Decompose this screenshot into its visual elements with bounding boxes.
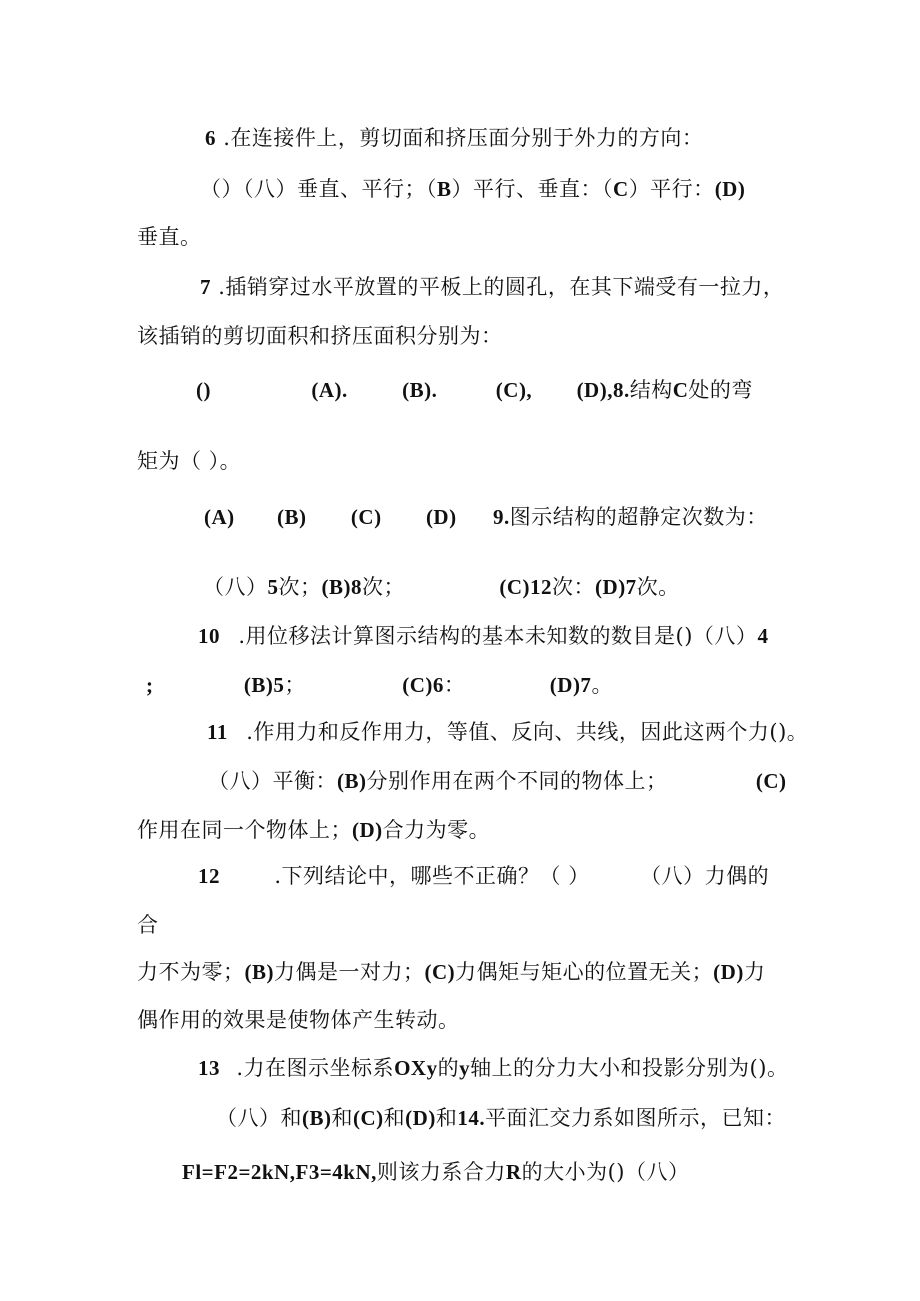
q14-stem-continued: 则该力系合力 (376, 1160, 506, 1184)
q6-line1 (205, 124, 703, 152)
q7-options-line (196, 376, 753, 404)
q6-option-d-label: (D) (714, 177, 746, 201)
q9-option-d-suffix: 次。 (636, 575, 680, 599)
q12-option-d-text: 力 (743, 960, 766, 984)
q8-point-c: C (672, 378, 689, 402)
q13-stem-continued: 轴上的分力大小和投影分别为()。 (470, 1056, 789, 1080)
q12-stem: .下列结论中，哪些不正确？（ ） (274, 864, 590, 888)
q13-number: 13 (198, 1056, 220, 1080)
q9-number: 9. (492, 505, 510, 529)
q10-option-c: (C)6 (402, 673, 444, 697)
q9-stem: 图示结构的超静定次数为： (509, 505, 768, 529)
q12-line4 (137, 1006, 460, 1034)
q10-option-d-suffix: 。 (591, 673, 613, 697)
q11-line1 (207, 718, 808, 746)
q12-option-b-text: 力偶是一对力； (274, 960, 425, 984)
q6-option-b-label: B (437, 177, 452, 201)
q7-paren: () (196, 378, 211, 402)
q13-option-c: (C) (353, 1106, 384, 1130)
q7-option-b: (B). (402, 378, 438, 402)
q14-number: 14. (457, 1106, 486, 1130)
q10-stem: .用位移法计算图示结构的基本未知数的数目是()（八） (238, 624, 758, 648)
q9-option-a-value: 5 (267, 575, 279, 599)
q13-y-axis: y (459, 1056, 471, 1080)
q9-option-c-suffix: 次： (552, 575, 596, 599)
q8-tail: 矩为（ ）。 (137, 449, 242, 473)
q11-option-b-text: 分别作用在两个不同的物体上； (366, 769, 668, 793)
q7-line1 (200, 273, 784, 301)
q6-option-d-text: 垂直。 (137, 225, 202, 249)
q7-stem: .插销穿过水平放置的平板上的圆孔，在其下端受有一拉力， (218, 275, 785, 299)
q9-option-b-suffix: 次； (362, 575, 405, 599)
q10-option-b: (B)5 (243, 673, 285, 697)
q14-line2 (182, 1158, 689, 1186)
q13-and-1: 和 (331, 1106, 353, 1130)
q7-option-c: (C), (495, 378, 533, 402)
q6-line3 (137, 223, 202, 251)
q13-line2 (216, 1104, 786, 1132)
q12-option-c-label: (C) (424, 960, 456, 984)
q14-resultant-r: R (505, 1160, 522, 1184)
q12-option-a-tail: 力不为零； (137, 960, 245, 984)
q12-option-c-text: 力偶矩与矩心的位置无关； (455, 960, 714, 984)
q8-stem: 结构 (629, 378, 673, 402)
q12-line1 (198, 862, 769, 890)
q8-line2 (137, 447, 241, 475)
q13-and-2: 和 (383, 1106, 406, 1130)
q6-line2 (200, 175, 745, 203)
q13-stem-de: 的 (437, 1056, 460, 1080)
q11-option-d-text: 合力为零。 (382, 818, 491, 842)
q12-option-a-continued: 合 (137, 913, 159, 937)
q7-option-a: (A). (311, 378, 348, 402)
q13-option-b: (B) (302, 1106, 332, 1130)
q14-stem: 平面汇交力系如图所示，已知： (485, 1106, 787, 1130)
q9-options-line (203, 573, 680, 601)
q11-line2 (208, 767, 787, 795)
q10-semicolon: ; (146, 673, 154, 697)
q12-line2 (137, 911, 159, 939)
q10-line1 (198, 622, 768, 650)
q13-line1 (198, 1054, 788, 1082)
q11-option-c-label: (C) (755, 769, 787, 793)
q8-options-line (204, 503, 768, 531)
q8-stem-continued: 处的弯 (688, 378, 753, 402)
q11-option-a: （八）平衡： (208, 769, 337, 793)
q11-option-c-text: 作用在同一个物体上； (137, 818, 352, 842)
q13-and-3: 和 (435, 1106, 458, 1130)
q7-stem-continued: 该插销的剪切面积和挤压面积分别为： (137, 324, 503, 348)
q9-option-b: (B)8 (321, 575, 362, 599)
q6-stem: .在连接件上，剪切面和挤压面分别于外力的方向： (223, 126, 704, 150)
q12-option-d-continued: 偶作用的效果是使物体产生转动。 (137, 1008, 460, 1032)
q9-option-d: (D)7 (595, 575, 637, 599)
q9-option-a-prefix: （八） (203, 575, 268, 599)
q14-forces: Fl=F2=2kN,F3=4kN, (182, 1160, 377, 1184)
q7-option-d: (D),8. (576, 378, 630, 402)
q12-option-b-label: (B) (244, 960, 274, 984)
q11-option-b-label: (B) (337, 769, 367, 793)
q11-option-d-label: (D) (352, 818, 383, 842)
q10-option-b-suffix: ； (284, 673, 306, 697)
q9-option-a-suffix: 次； (278, 575, 322, 599)
q11-number: 11 (207, 720, 228, 744)
q10-option-a-value: 4 (757, 624, 769, 648)
q13-option-a: （八）和 (216, 1106, 302, 1130)
q9-option-c: (C)12 (499, 575, 553, 599)
q12-number: 12 (198, 864, 220, 888)
q14-stem-tail: 的大小为()（八） (521, 1160, 690, 1184)
q7-line2 (137, 322, 503, 350)
q13-stem: .力在图示坐标系 (236, 1056, 395, 1080)
q6-option-a: （）（八）垂直、平行；（ (200, 177, 437, 201)
q12-option-a: （八）力偶的 (640, 864, 770, 888)
q6-number: 6 (205, 126, 216, 150)
q11-stem: .作用力和反作用力，等值、反向、共线，因此这两个力()。 (246, 720, 809, 744)
q8-option-b: (B) (277, 505, 307, 529)
q11-line3 (137, 816, 490, 844)
q10-line2 (146, 671, 613, 699)
q13-oxy: OXy (394, 1056, 438, 1080)
q12-option-d-label: (D) (713, 960, 744, 984)
q8-option-c: (C) (350, 505, 382, 529)
q10-option-c-suffix: ： (443, 673, 466, 697)
q6-option-c-label: C (613, 177, 629, 201)
q6-option-b: ）平行、垂直：（ (451, 177, 614, 201)
q6-option-c: ）平行： (628, 177, 715, 201)
q7-number: 7 (200, 275, 211, 299)
q8-option-a: (A) (204, 505, 235, 529)
q10-number: 10 (198, 624, 220, 648)
q13-option-d: (D) (405, 1106, 436, 1130)
q8-option-d: (D) (425, 505, 457, 529)
q10-option-d: (D)7 (549, 673, 592, 697)
q12-line3 (137, 958, 765, 986)
